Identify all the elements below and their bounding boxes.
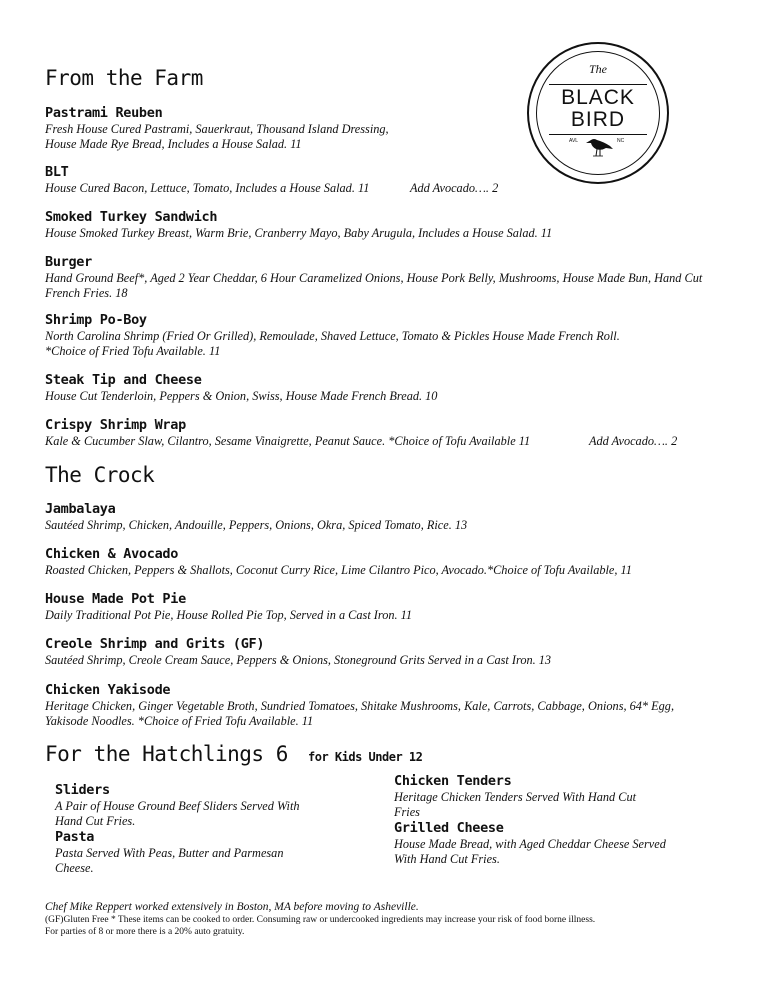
item-desc: House Smoked Turkey Breast, Warm Brie, Cranberry Mayo, Baby Arugula, Includes a House Salad. 11 xyxy=(45,226,553,240)
logo-the: The xyxy=(589,62,607,76)
item-desc: House Cured Bacon, Lettuce, Tomato, Includes a House Salad. 11 xyxy=(45,181,370,195)
item-desc-line: Hand Ground Beef*, Aged 2 Year Cheddar, 6 Hour Caramelized Onions, House Pork Belly, Mushrooms, House Made Bun, Hand Cut xyxy=(45,271,703,285)
item-desc xyxy=(45,329,735,359)
logo-bird: BIRD xyxy=(570,108,626,131)
hatchlings-subtitle: for Kids Under 12 xyxy=(308,750,423,764)
footer-gluten-note: (GF)Gluten Free * These items can be cooked to order. Consuming raw or undercooked ingredients may increase your risk of food borne illness. xyxy=(45,915,596,925)
item-name: Chicken Yakisode xyxy=(45,682,171,698)
section-title-crock: The Crock xyxy=(45,463,155,487)
hatchlings-title: For the Hatchlings 6 xyxy=(45,742,288,766)
kid-item-desc: A Pair of House Ground Beef Sliders Served With Hand Cut Fries. xyxy=(55,799,300,828)
kid-item-name: Sliders xyxy=(55,782,110,798)
item-desc-line: House Made Rye Bread, Includes a House Salad. 11 xyxy=(45,137,302,151)
item-desc xyxy=(45,699,735,729)
item-desc-line: French Fries. 18 xyxy=(45,286,128,300)
logo-avl: AVL xyxy=(569,138,579,144)
item-desc: Daily Traditional Pot Pie, House Rolled Pie Top, Served in a Cast Iron. 11 xyxy=(45,608,413,622)
item-desc xyxy=(45,122,735,152)
item-desc: Sautéed Shrimp, Creole Cream Sauce, Peppers & Onions, Stoneground Grits Served in a Cast Iron. 13 xyxy=(45,653,552,667)
kid-item-name: Grilled Cheese xyxy=(394,820,504,836)
kid-item-desc: Heritage Chicken Tenders Served With Hand Cut Fries xyxy=(394,790,637,819)
item-desc-line: North Carolina Shrimp (Fried Or Grilled), Remoulade, Shaved Lettuce, Tomato & Pickles House Made French Roll. xyxy=(45,329,620,343)
item-desc-line: Fresh House Cured Pastrami, Sauerkraut, Thousand Island Dressing, xyxy=(45,122,389,136)
item-desc: Sautéed Shrimp, Chicken, Andouille, Peppers, Onions, Okra, Spiced Tomato, Rice. 13 xyxy=(45,518,468,532)
item-desc xyxy=(45,271,735,301)
item-name: BLT xyxy=(45,164,69,180)
section-title-hatchlings xyxy=(45,742,422,766)
logo-nc: NC xyxy=(617,138,625,144)
item-desc: House Cut Tenderloin, Peppers & Onion, Swiss, House Made French Bread. 10 xyxy=(45,389,438,403)
footer-gratuity-note: For parties of 8 or more there is a 20% auto gratuity. xyxy=(45,927,245,937)
kid-item-name: Chicken Tenders xyxy=(394,773,512,789)
item-name: Jambalaya xyxy=(45,501,116,517)
item-name: Chicken & Avocado xyxy=(45,546,179,562)
logo-black: BLACK xyxy=(561,86,635,109)
item-name: Burger xyxy=(45,254,92,270)
kid-item-desc: House Made Bread, with Aged Cheddar Cheese Served With Hand Cut Fries. xyxy=(394,837,666,866)
item-name: Crispy Shrimp Wrap xyxy=(45,417,186,433)
item-name: Creole Shrimp and Grits (GF) xyxy=(45,636,265,652)
footer-chef-note: Chef Mike Reppert worked extensively in Boston, MA before moving to Asheville. xyxy=(45,901,419,913)
item-desc-line: *Choice of Fried Tofu Available. 11 xyxy=(45,344,221,358)
kid-item-desc: Pasta Served With Peas, Butter and Parmesan Cheese. xyxy=(55,846,284,875)
add-avocado: Add Avocado…. 2 xyxy=(410,181,499,195)
black-bird-logo xyxy=(527,42,669,184)
item-name: Shrimp Po-Boy xyxy=(45,312,147,328)
item-name: Smoked Turkey Sandwich xyxy=(45,209,218,225)
item-name: House Made Pot Pie xyxy=(45,591,186,607)
item-desc: Kale & Cucumber Slaw, Cilantro, Sesame Vinaigrette, Peanut Sauce. *Choice of Tofu Available 11 xyxy=(45,434,531,448)
kid-item-name: Pasta xyxy=(55,829,95,845)
item-desc: Roasted Chicken, Peppers & Shallots, Coconut Curry Rice, Lime Cilantro Pico, Avocado.*Choice of Tofu Available, 11 xyxy=(45,563,632,577)
logo-rule-top xyxy=(549,84,647,85)
item-name: Steak Tip and Cheese xyxy=(45,372,202,388)
item-name: Pastrami Reuben xyxy=(45,105,163,121)
item-desc-line: Yakisode Noodles. *Choice of Fried Tofu Available. 11 xyxy=(45,714,314,728)
section-title-farm: From the Farm xyxy=(45,66,203,90)
item-desc-line: Heritage Chicken, Ginger Vegetable Broth, Sundried Tomatoes, Shitake Mushrooms, Kale, Carrots, Cabbage, Onions, 64* Egg, xyxy=(45,699,675,713)
add-avocado: Add Avocado…. 2 xyxy=(589,434,678,448)
